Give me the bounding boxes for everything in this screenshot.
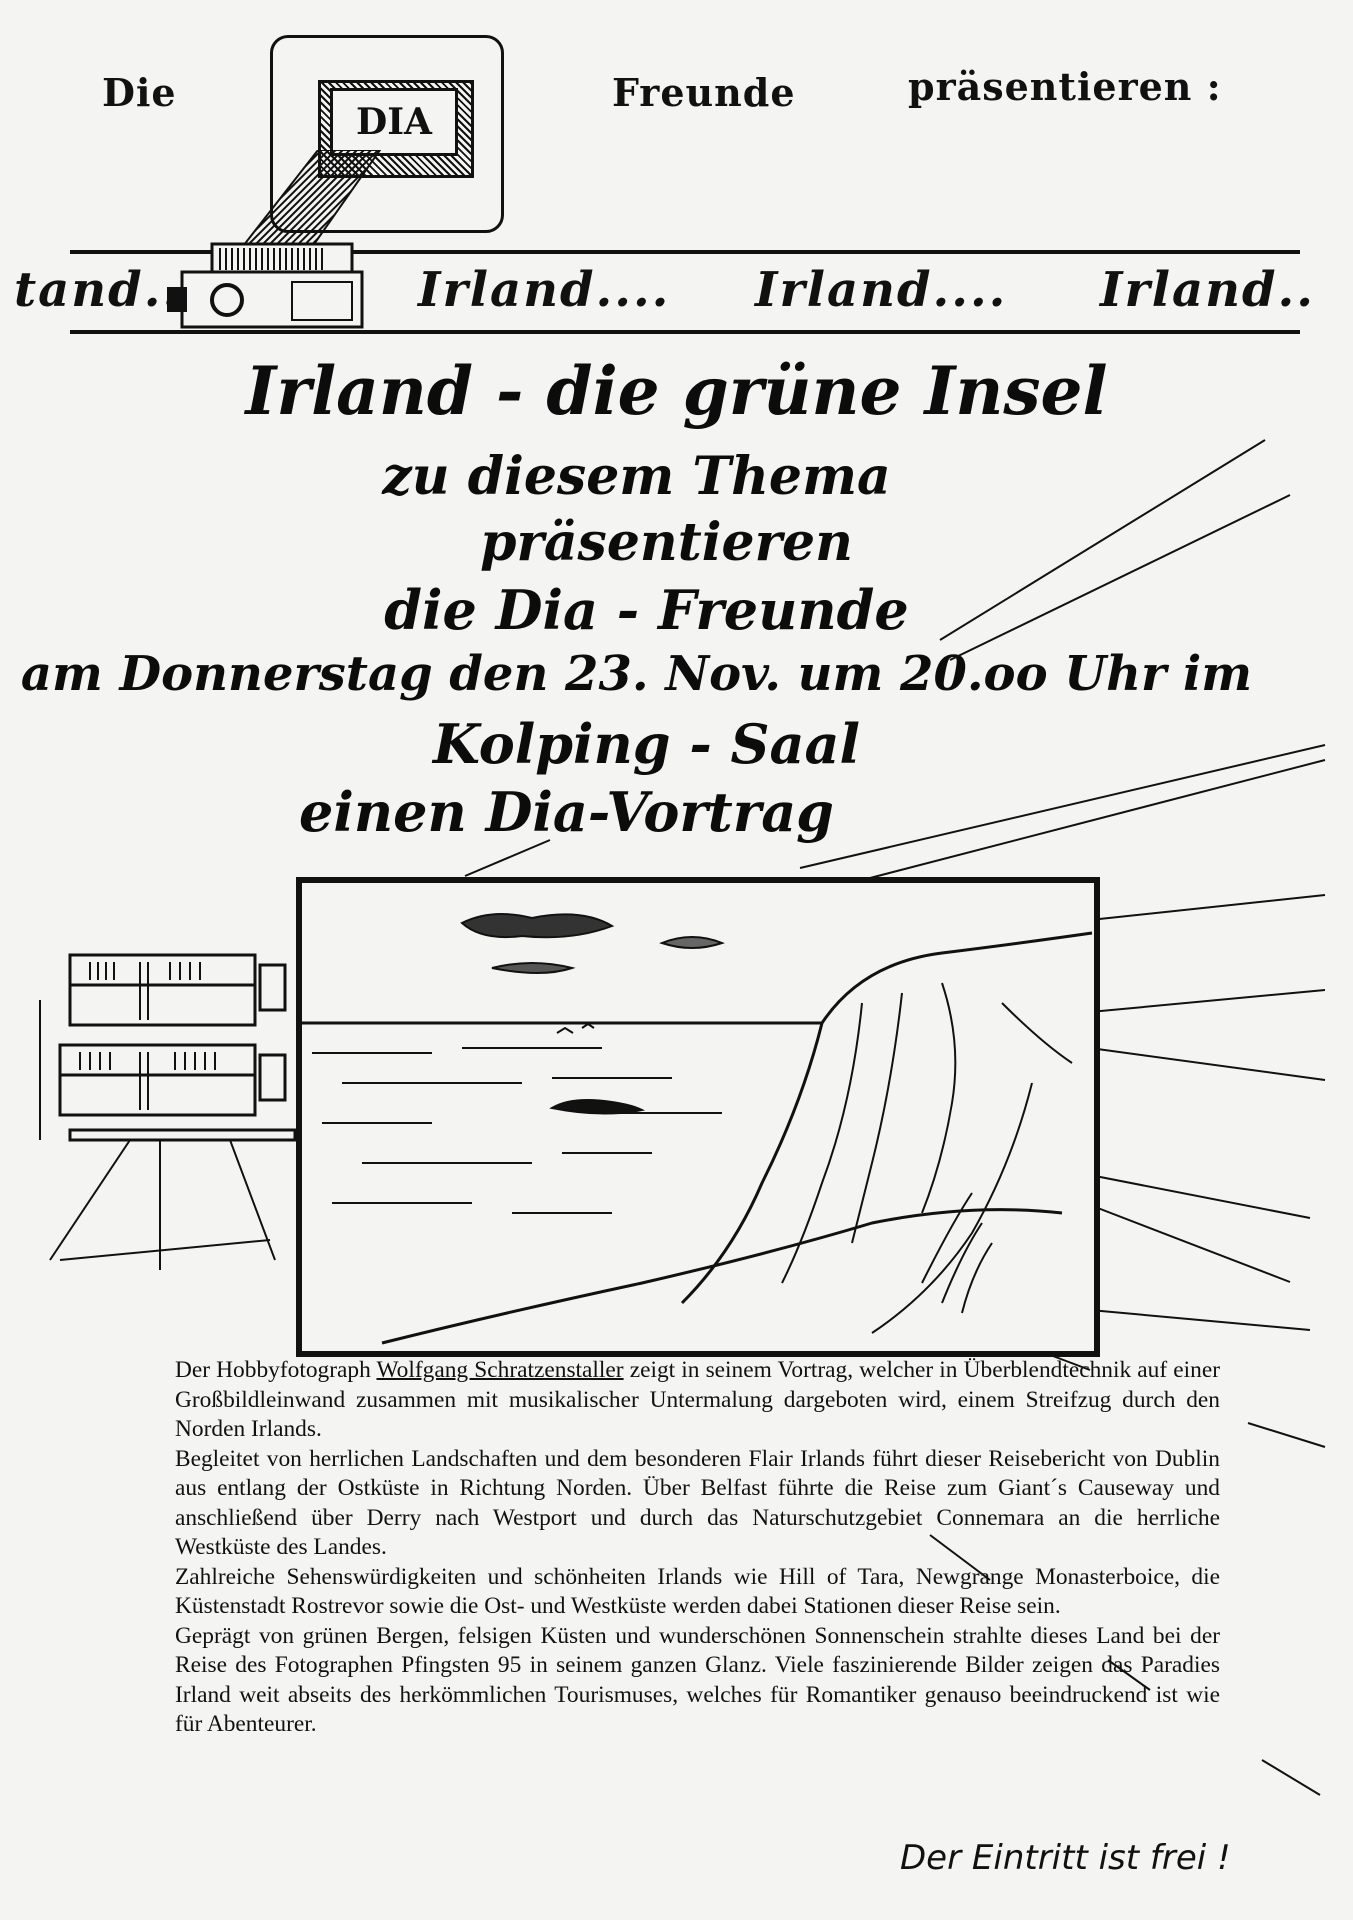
header-word-praesentieren: präsentieren : <box>908 64 1222 109</box>
title-line-6: Kolping - Saal <box>432 712 861 776</box>
band-word-4: Irland.. <box>1100 262 1315 318</box>
landscape-illustration <box>296 877 1100 1357</box>
band-word-2: Irland.... <box>418 262 671 318</box>
title-line-3: präsentieren <box>480 512 853 573</box>
title-line-2: zu diesem Thema <box>382 446 891 507</box>
cliff-coast-drawing <box>302 883 1094 1351</box>
paragraph-1 <box>175 1356 1220 1445</box>
header-word-die: Die <box>102 70 177 115</box>
title-line-4: die Dia - Freunde <box>384 578 909 642</box>
title-line-5: am Donnerstag den 23. Nov. um 20.oo Uhr im <box>20 646 1253 702</box>
band-word-1: tand.. <box>14 262 182 318</box>
paragraph-2: Begleitet von herrlichen Landschaften und dem besonderen Flair Irlands führt dieser Reisebericht von Dublin aus entlang der Ostküste in Richtung Norden. Über Belfast führte die Reise zum Giant´s Causeway und anschließend über Derry nach Westport und durch das Naturschutzgebiet Connemara an die herrliche Westküste des Landes. <box>175 1445 1220 1560</box>
paragraph-3: Zahlreiche Sehenswürdigkeiten und schönheiten Irlands wie Hill of Tara, Newgrange Monasterboice, die Küstenstadt Rostrevor sowie die Ost- und Westküste werden dabei Stationen dieser Reise sein. <box>175 1563 1220 1619</box>
title-main: Irland - die grüne Insel <box>245 352 1108 430</box>
photographer-name: Wolfgang Schratzenstaller <box>376 1357 624 1383</box>
admission-note: Der Eintritt ist frei ! <box>900 1838 1231 1878</box>
band-word-3: Irland.... <box>755 262 1008 318</box>
title-line-7: einen Dia-Vortrag <box>299 780 834 844</box>
event-description <box>175 1356 1220 1740</box>
paragraph-4: Geprägt von grünen Bergen, felsigen Küsten und wunderschönen Sonnenschein strahlte dieses Land bei der Reise des Fotographen Pfingsten 95 in seinem ganzen Glanz. Viele faszinierende Bilder zeigen das Paradies Irland weit abseits des herkömmlichen Tourismuses, welches für Romantiker genauso beeindruckend ist wie für Abenteurer. <box>175 1622 1220 1737</box>
paragraph-1-start: Der Hobbyfotograph <box>175 1357 377 1383</box>
dia-logo-text: DIA <box>356 101 432 143</box>
paragraph-1-end: zeigt in seinem Vortrag, welcher in Überblendtechnik auf einer Großbildleinwand zusammen mit musikalischer Untermalung dargeboten wird, einem Streifzug durch den Norden Irlands. <box>175 1357 1221 1442</box>
dual-projector-drawing <box>30 940 300 1280</box>
header-word-freunde: Freunde <box>612 70 796 115</box>
